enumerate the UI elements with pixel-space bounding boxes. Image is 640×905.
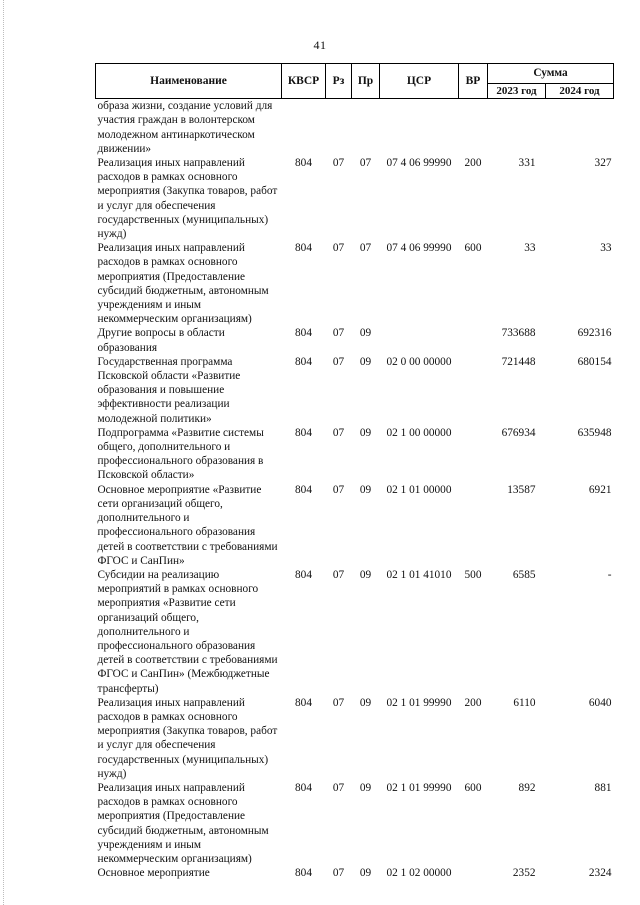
- cell-pr: 09: [359, 355, 372, 368]
- cell-kvsr: 804: [295, 483, 312, 496]
- cell-2024: 2324: [588, 867, 612, 880]
- header-sum: Сумма: [488, 64, 614, 84]
- table-body: [96, 99, 614, 881]
- cell-csr: 02 1 01 00000: [386, 483, 452, 496]
- table-row: [96, 781, 614, 866]
- cell-name: Государственная программа Псковской области «Развитие образования и повышение эффективности реализации молодежной политики»: [97, 355, 241, 425]
- cell-2024: 6040: [588, 696, 612, 709]
- cell-kvsr: [282, 99, 326, 156]
- cell-vr: 600: [464, 242, 482, 255]
- cell-2023: 6585: [512, 568, 536, 581]
- cell-rz: 07: [332, 568, 345, 581]
- cell-2023: 2352: [512, 867, 536, 880]
- table-row: [96, 568, 614, 696]
- cell-pr: 09: [359, 696, 372, 709]
- cell-rz: 07: [332, 483, 345, 496]
- cell-kvsr: 804: [295, 426, 312, 439]
- cell-kvsr: 804: [295, 781, 312, 794]
- cell-rz: 07: [332, 157, 345, 170]
- table-row: [96, 326, 614, 354]
- cell-kvsr: 804: [295, 327, 312, 340]
- cell-2023: 892: [518, 781, 536, 794]
- cell-vr: [459, 99, 488, 156]
- cell-csr: [380, 326, 459, 354]
- header-rz: Рз: [326, 64, 352, 99]
- cell-2023: 6110: [513, 696, 536, 709]
- cell-rz: 07: [332, 327, 345, 340]
- cell-kvsr: 804: [295, 157, 312, 170]
- cell-pr: 09: [359, 327, 372, 340]
- cell-rz: 07: [332, 242, 345, 255]
- cell-rz: [326, 99, 352, 156]
- cell-2023: 676934: [501, 426, 536, 439]
- cell-2024: 6921: [588, 483, 612, 496]
- header-pr: Пр: [352, 64, 380, 99]
- table-row: [96, 241, 614, 326]
- cell-csr: 02 1 00 00000: [386, 426, 452, 439]
- cell-rz: 07: [332, 426, 345, 439]
- table-row: [96, 866, 614, 880]
- header-year-2024: 2024 год: [546, 84, 614, 99]
- cell-2024: 680154: [577, 355, 612, 368]
- cell-2023: 13587: [507, 483, 536, 496]
- cell-csr: [380, 99, 459, 156]
- cell-2023: 721448: [501, 355, 536, 368]
- cell-2024: [546, 99, 614, 156]
- cell-csr: 02 1 01 41010: [386, 568, 452, 581]
- cell-vr: 500: [464, 568, 482, 581]
- cell-name: Реализация иных направлений расходов в рамках основного мероприятия (Предоставление субсидий бюджетным, автономным учреждениям и иным некоммерческим организациям): [97, 781, 269, 865]
- table-header: [96, 64, 614, 99]
- cell-csr: 07 4 06 99990: [386, 242, 452, 255]
- cell-name: Другие вопросы в области образования: [97, 327, 225, 354]
- cell-pr: 09: [359, 867, 372, 880]
- cell-kvsr: 804: [295, 355, 312, 368]
- cell-2023: 331: [518, 157, 536, 170]
- cell-vr: [459, 866, 488, 880]
- budget-table: [95, 63, 614, 880]
- cell-csr: 02 0 00 00000: [386, 355, 452, 368]
- cell-kvsr: 804: [295, 867, 312, 880]
- cell-kvsr: 804: [295, 568, 312, 581]
- table-row: [96, 156, 614, 241]
- cell-rz: 07: [332, 696, 345, 709]
- cell-kvsr: 804: [295, 696, 312, 709]
- table-row: [96, 696, 614, 781]
- cell-rz: 07: [332, 867, 345, 880]
- cell-pr: 09: [359, 568, 372, 581]
- page-number: 41: [313, 38, 327, 52]
- cell-2024: 327: [594, 157, 612, 170]
- cell-rz: 07: [332, 781, 345, 794]
- header-name: Наименование: [96, 64, 282, 99]
- table-row: [96, 99, 614, 156]
- cell-rz: 07: [332, 355, 345, 368]
- header-year-2023: 2023 год: [488, 84, 546, 99]
- cell-pr: 07: [359, 242, 372, 255]
- cell-2024: 881: [594, 781, 612, 794]
- cell-name: Подпрограмма «Развитие системы общего, дополнительного и профессионального образования в Псковской области»: [97, 426, 264, 482]
- cell-vr: [459, 483, 488, 568]
- cell-name: Субсидии на реализацию мероприятий в рамках основного мероприятия «Развитие сети организаций общего, дополнительного и профессионального образования детей в соответствии с требованиями ФГОС и СанПин» (Межбюджетные трансферты): [97, 568, 278, 695]
- cell-name: Реализация иных направлений расходов в рамках основного мероприятия (Закупка товаров, работ и услуг для обеспечения государственных (муниципальных) нужд): [97, 157, 278, 241]
- cell-name: Основное мероприятие «Развитие сети организаций общего, дополнительного и профессионального образования детей в соответствии с требованиями ФГОС и СанПин»: [97, 483, 278, 567]
- header-vr: ВР: [459, 64, 488, 99]
- cell-2023: [488, 99, 546, 156]
- cell-vr: [459, 326, 488, 354]
- cell-pr: 09: [359, 426, 372, 439]
- cell-vr: 200: [464, 696, 482, 709]
- cell-vr: 600: [464, 781, 482, 794]
- header-csr: ЦСР: [380, 64, 459, 99]
- cell-name: Основное мероприятие: [97, 867, 210, 880]
- table-row: [96, 355, 614, 426]
- cell-pr: 09: [359, 483, 372, 496]
- table-row: [96, 426, 614, 483]
- cell-name: Реализация иных направлений расходов в рамках основного мероприятия (Предоставление субсидий бюджетным, автономным учреждениям и иным некоммерческим организациям): [97, 242, 269, 326]
- cell-name: Реализация иных направлений расходов в рамках основного мероприятия (Закупка товаров, работ и услуг для обеспечения государственных (муниципальных) нужд): [97, 696, 278, 780]
- cell-vr: [459, 426, 488, 483]
- cell-csr: 02 1 01 99990: [386, 696, 452, 709]
- cell-pr: 09: [359, 781, 372, 794]
- scan-edge: [3, 0, 5, 905]
- table-row: [96, 483, 614, 568]
- cell-vr: [459, 355, 488, 426]
- cell-2024: 692316: [577, 327, 612, 340]
- cell-name: образа жизни, создание условий для участия граждан в волонтерском молодежном антинаркотическом движении»: [97, 100, 273, 155]
- cell-2024: 635948: [577, 426, 612, 439]
- cell-csr: 02 1 02 00000: [386, 867, 452, 880]
- cell-pr: 07: [359, 157, 372, 170]
- cell-2023: 733688: [501, 327, 536, 340]
- cell-pr: [352, 99, 380, 156]
- cell-2023: 33: [524, 242, 536, 255]
- cell-2024: 33: [600, 242, 612, 255]
- cell-csr: 07 4 06 99990: [386, 157, 452, 170]
- header-kvsr: КВСР: [282, 64, 326, 99]
- cell-2024: -: [607, 568, 612, 581]
- cell-vr: 200: [464, 157, 482, 170]
- cell-csr: 02 1 01 99990: [386, 781, 452, 794]
- cell-kvsr: 804: [295, 242, 312, 255]
